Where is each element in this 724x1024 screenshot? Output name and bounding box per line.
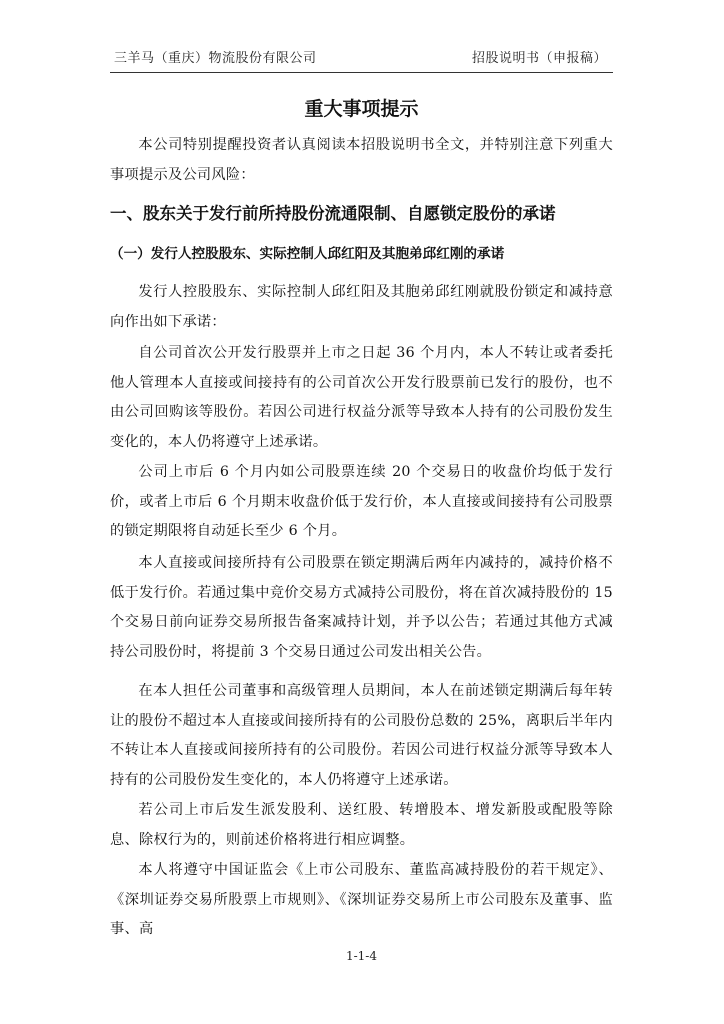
page-title: 重大事项提示 [304, 98, 419, 120]
section-heading-1: 一、股东关于发行前所持股份流通限制、自愿锁定股份的承诺 [110, 204, 556, 223]
body-paragraph-3: 公司上市后 6 个月内如公司股票连续 20 个交易日的收盘价均低于发行价，或者上市后 6 个月期末收盘价低于发行价，本人直接或间接持有公司股票的锁定期限将自动延长至少 6 个月。 [110, 464, 613, 540]
header-company-name: 三羊马（重庆）物流股份有限公司 [114, 51, 317, 66]
running-header [110, 50, 613, 68]
header-document-type: 招股说明书（申报稿） [471, 51, 607, 66]
body-paragraph-6: 若公司上市后发生派发股利、送红股、转增股本、增发新股或配股等除息、除权行为的，则前述价格将进行相应调整。 [110, 802, 613, 848]
body-paragraph-5: 在本人担任公司董事和高级管理人员期间，本人在前述锁定期满后每年转让的股份不超过本人直接或间接所持有的公司股份总数的 25%，离职后半年内不转让本人直接或间接所持有的公司股份。若因公司进行权益分派等导致本人持有的公司股份发生变化的，本人仍将遵守上述承诺。 [110, 683, 613, 789]
body-paragraph-1: 发行人控股股东、实际控制人邱红阳及其胞弟邱红刚就股份锁定和减持意向作出如下承诺： [110, 284, 613, 330]
body-paragraph-4: 本人直接或间接所持有公司股票在锁定期满后两年内减持的，减持价格不低于发行价。若通过集中竞价交易方式减持公司股份，将在首次减持股份的 15 个交易日前向证券交易所报告备案减持计划，并予以公告；若通过其他方式减持公司股份时，将提前 3 个交易日通过公司发出相关公告。 [110, 555, 613, 661]
intro-paragraph: 本公司特别提醒投资者认真阅读本招股说明书全文，并特别注意下列重大事项提示及公司风险： [110, 137, 613, 183]
header-rule [110, 72, 613, 73]
page-number: 1-1-4 [345, 949, 377, 963]
subsection-heading-1: （一）发行人控股股东、实际控制人邱红阳及其胞弟邱红刚的承诺 [110, 246, 505, 262]
body-paragraph-7: 本人将遵守中国证监会《上市公司股东、董监高减持股份的若干规定》、《深圳证券交易所股票上市规则》、《深圳证券交易所上市公司股东及董事、监事、高 [110, 862, 613, 938]
body-paragraph-2: 自公司首次公开发行股票并上市之日起 36 个月内，本人不转让或者委托他人管理本人直接或间接持有的公司首次公开发行股票前已发行的股份，也不由公司回购该等股份。若因公司进行权益分派等导致本人持有的公司股份发生变化的，本人仍将遵守上述承诺。 [110, 345, 613, 451]
